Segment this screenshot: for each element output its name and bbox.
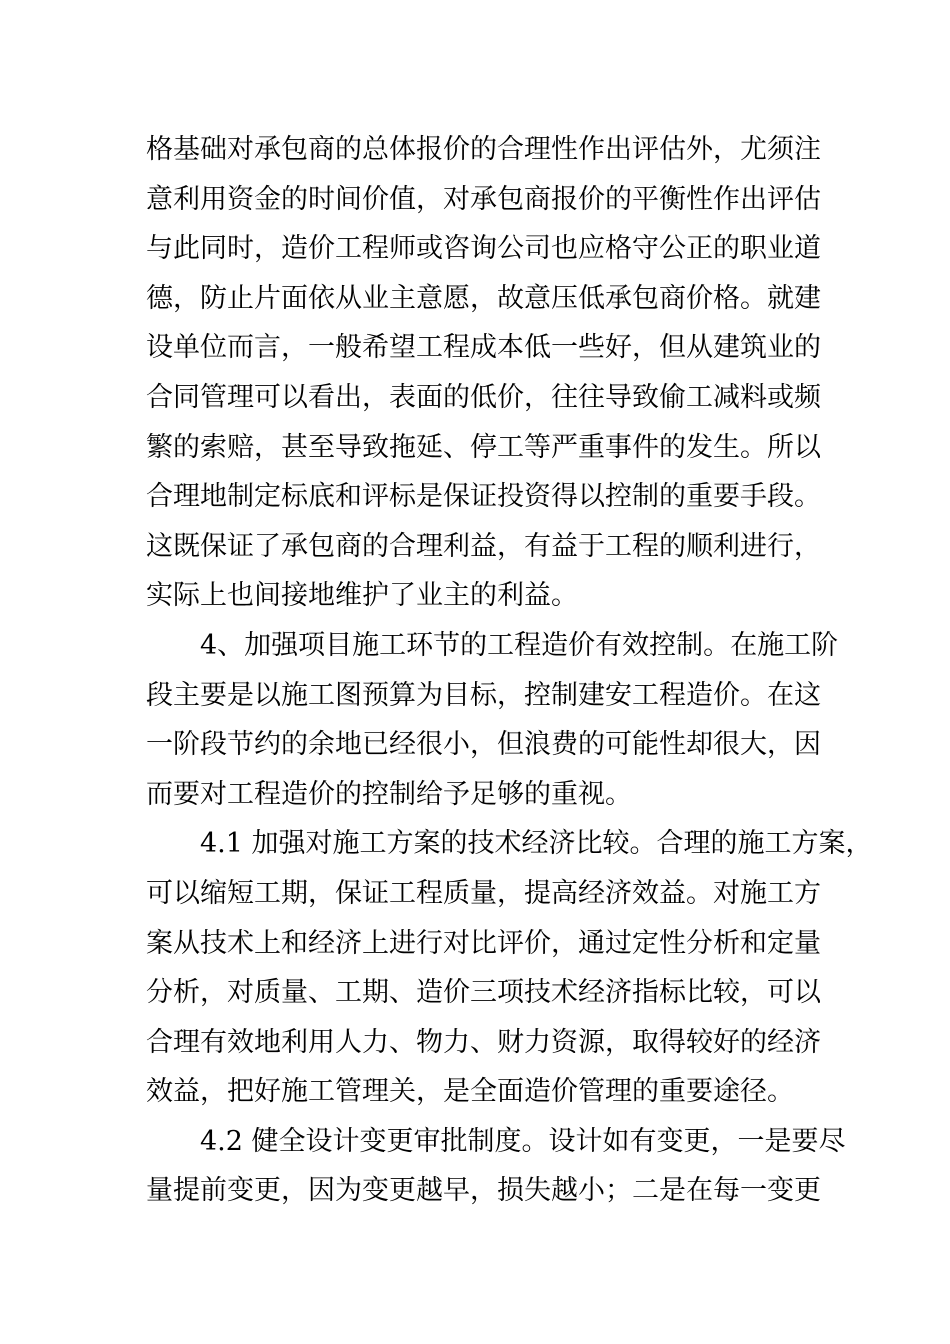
text-line: 格基础对承包商的总体报价的合理性作出评估外，尤须注 bbox=[146, 134, 821, 165]
text-line: 分析，对质量、工期、造价三项技术经济指标比较，可以 bbox=[146, 977, 821, 1009]
text-line: 一阶段节约的余地已经很小，但浪费的可能性却很大，因 bbox=[146, 729, 821, 761]
text-line: 德，防止片面依从业主意愿，故意压低承包商价格。就建 bbox=[146, 282, 821, 314]
text-line: 段主要是以施工图预算为目标，控制建安工程造价。在这 bbox=[146, 679, 821, 711]
body-text bbox=[146, 125, 873, 1216]
text-line: 这既保证了承包商的合理利益，有益于工程的顺利进行， bbox=[146, 530, 821, 562]
paragraph-first-line: 4、加强项目施工环节的工程造价有效控制。在施工阶 bbox=[200, 629, 839, 661]
paragraph-first-line: 4.2 健全设计变更审批制度。设计如有变更，一是要尽 bbox=[200, 1125, 846, 1157]
text-line: 案从技术上和经济上进行对比评价，通过定性分析和定量 bbox=[146, 927, 821, 959]
text-line: 而要对工程造价的控制给予足够的重视。 bbox=[146, 778, 632, 810]
text-line: 实际上也间接地维护了业主的利益。 bbox=[146, 580, 578, 612]
text-line: 意利用资金的时间价值，对承包商报价的平衡性作出评估 bbox=[146, 183, 821, 215]
text-line: 与此同时，造价工程师或咨询公司也应格守公正的职业道 bbox=[146, 233, 821, 265]
text-line: 繁的索赔，甚至导致拖延、停工等严重事件的发生。所以 bbox=[146, 431, 821, 463]
text-line: 合理地制定标底和评标是保证投资得以控制的重要手段。 bbox=[146, 481, 821, 513]
text-line: 合理有效地利用人力、物力、财力资源，取得较好的经济 bbox=[146, 1026, 821, 1058]
text-line: 设单位而言，一般希望工程成本低一些好，但从建筑业的 bbox=[146, 332, 821, 364]
paragraph-first-line: 4.1 加强对施工方案的技术经济比较。合理的施工方案， bbox=[200, 828, 873, 860]
text-line: 效益，把好施工管理关，是全面造价管理的重要途径。 bbox=[146, 1076, 794, 1108]
text-line: 可以缩短工期，保证工程质量，提高经济效益。对施工方 bbox=[146, 877, 821, 909]
text-line: 量提前变更，因为变更越早，损失越小；二是在每一变更 bbox=[146, 1175, 821, 1207]
text-line: 合同管理可以看出，表面的低价，往往导致偷工减料或频 bbox=[146, 381, 821, 413]
